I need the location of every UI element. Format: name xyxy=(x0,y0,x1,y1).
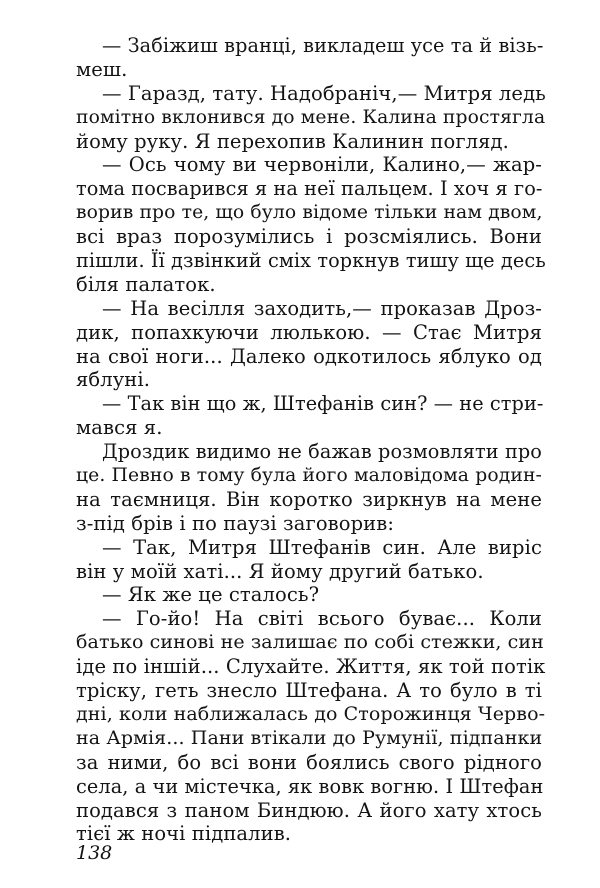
text-line: — Забіжиш вранці, викладеш усе та й візь- xyxy=(102,34,544,57)
text-line: — Як же це сталось? xyxy=(102,583,320,607)
text-line: — Го-йо! На світі всього буває... Коли xyxy=(102,607,542,631)
text-line: пішли. Її дзвінкий сміх торкнув тишу ще десь xyxy=(76,249,546,273)
text-line: яблуні. xyxy=(76,368,151,392)
text-line: іде по іншій... Слухайте. Життя, як той потік xyxy=(76,655,546,679)
text-line: він у моїй хаті... Я йому другий батько. xyxy=(76,559,484,583)
text-line: подався з паном Биндюю. А його хату хтось xyxy=(76,798,542,822)
text-line: — Так він що ж, Штефанів син? — не стри- xyxy=(102,392,544,416)
text-line: тієї ж ночі підпалив. xyxy=(76,822,292,846)
text-line: дні, коли наближалась до Сторожинця Черво- xyxy=(76,702,546,725)
text-line: на Армія... Пани втікали до Румунії, підпанки xyxy=(76,726,543,749)
text-line: з-під брів і по паузі заговорив: xyxy=(76,511,394,535)
text-line: тріску, геть знесло Штефана. А то було в ті xyxy=(76,679,542,703)
text-line: помітно вклонився до мене. Калина простягла xyxy=(76,106,546,128)
text-line: біля палаток. xyxy=(76,272,216,296)
text-line: батько синові не залишає по собі стежки, син xyxy=(76,631,544,654)
page-body-text xyxy=(76,34,546,846)
text-line: на свої ноги... Далеко одкотилось яблуко од xyxy=(76,344,542,368)
text-line: ворив про те, що було відоме тільки нам двом, xyxy=(76,202,543,224)
text-line: тома посварився я на неї пальцем. І хоч я го- xyxy=(76,177,543,201)
text-line: на таємниця. Він коротко зиркнув на мене xyxy=(76,487,542,511)
text-line: йому руку. Я перехопив Калинин погляд. xyxy=(76,129,509,153)
text-line: Дроздик видимо не бажав розмовляти про xyxy=(102,440,542,464)
text-line: — Ось чому ви червоніли, Калино,— жар- xyxy=(102,153,542,177)
text-line: всі враз порозумілись і розсміялись. Вони xyxy=(76,225,542,249)
text-line: це. Певно в тому була його маловідома родин- xyxy=(76,465,542,487)
text-line: — На весілля заходить,— проказав Дроз- xyxy=(102,296,542,320)
text-line: мався я. xyxy=(76,416,163,440)
text-line: за ними, бо всі вони боялись свого рідного xyxy=(76,750,542,774)
text-line: — Гаразд, тату. Надобраніч,— Митря ледь xyxy=(102,81,546,105)
page-number: 138 xyxy=(76,842,113,864)
text-line: дик, попахкуючи люлькою. — Стає Митря xyxy=(76,320,542,344)
text-line: — Так, Митря Штефанів син. Але виріс xyxy=(102,535,542,559)
text-line: меш. xyxy=(76,57,128,81)
text-line: села, а чи містечка, як вовк вогню. І Штефан xyxy=(76,774,544,798)
